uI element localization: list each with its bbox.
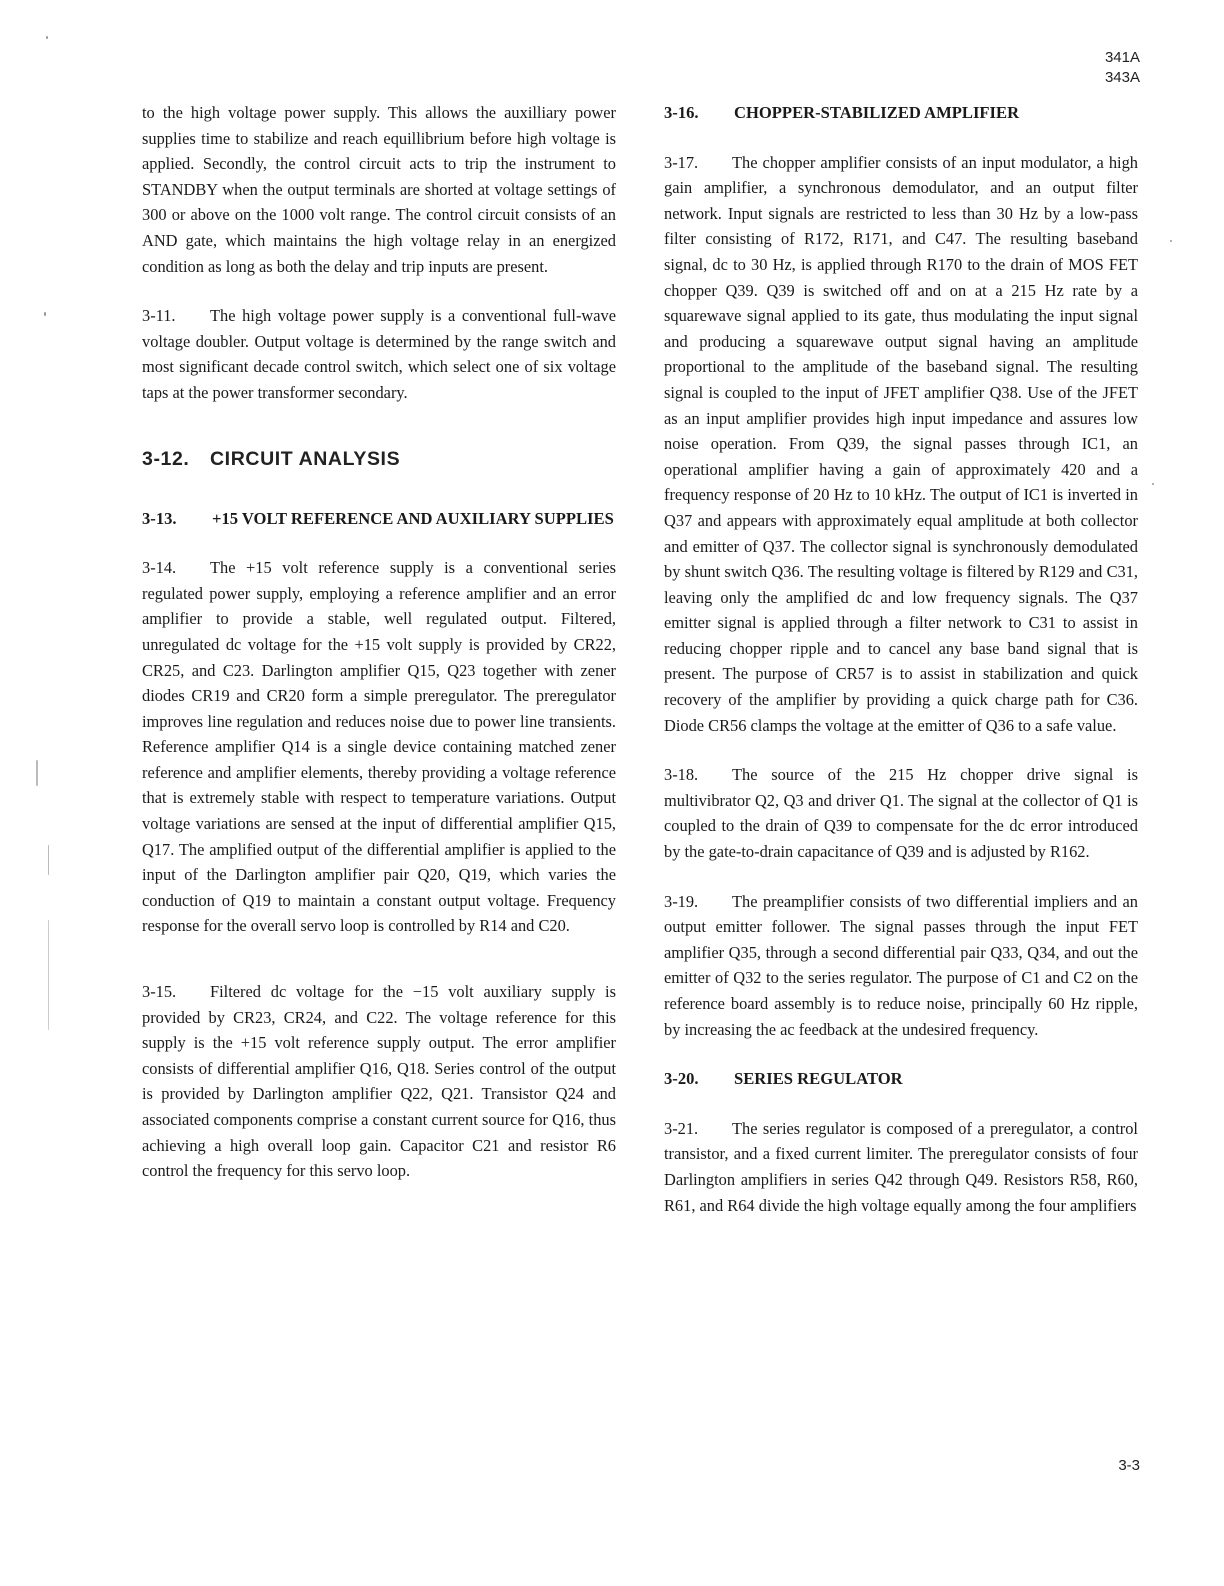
heading-number: 3-13. [142, 508, 177, 528]
scan-speck [48, 920, 49, 1030]
paragraph-3-17 [664, 150, 1138, 739]
scan-speck [1152, 483, 1154, 485]
subsection-heading-3-16 [664, 100, 1138, 126]
heading-title: CIRCUIT ANALYSIS [210, 447, 401, 470]
subsection-heading-3-20 [664, 1066, 1138, 1092]
paragraph-text: The chopper amplifier consists of an input modulator, a high gain amplifier, a synchronous demodulator, and an output filter network. Input signals are restricted to less than 30 Hz by a low-pass filter consisting of R172, R171, and C47. The resulting baseband signal, dc to 30 Hz, is applied through R170 to the drain of MOS FET chopper Q39. Q39 is switched off and on at a 215 Hz rate by a squarewave signal applied to its gate, thus modulating the input signal and producing a squarewave output signal having an amplitude proportional to the amplitude of the baseband signal. The resulting signal is coupled to the input of JFET amplifier Q38. Use of the JFET as an input amplifier provides high input impedance and assures low noise operation. From Q39, the signal passes through IC1, an operational amplifier having a gain of approximately 420 and a frequency response of 20 Hz to 10 kHz. The output of IC1 is inverted in Q37 and appears with approximately equal amplitude at both collector and emitter of Q37. The collector signal is synchronously demodulated by shunt switch Q36. The resulting voltage is filtered by R129 and C31, leaving only the amplified dc and low frequency signals. The Q37 emitter signal is applied through a filter network to C31 to assist in reducing chopper ripple and to cancel any base band signal that is present. The purpose of CR57 is to assist in stabilization and quick recovery of the amplifier by providing a quick charge path for C36. Diode CR56 clamps the voltage at the emitter of Q36 to a safe value. [664, 152, 1138, 735]
paragraph-number: 3-18. [664, 765, 699, 785]
paragraph-text: The +15 volt reference supply is a conventional series regulated power supply, employing a reference amplifier and an error amplifier to provide a stable, well regulated output. Filtered, unregulated dc voltage for the +15 volt supply is provided by CR22, CR25, and C23. Darlington amplifier Q15, Q23 together with zener diodes CR19 and CR20 form a simple preregulator. The preregulator improves line regulation and reduces noise due to power line transients. Reference amplifier Q14 is a single device containing matched zener reference and amplifier elements, thereby providing a voltage reference that is extremely stable with respect to temperature variations. Output voltage variations are sensed at the input of differential amplifier Q15, Q17. The amplified output of the differential amplifier is applied to the input of the Darlington amplifier pair Q20, Q19, which varies the conduction of Q19 to maintain a constant output voltage. Frequency response for the overall servo loop is controlled by R14 and C20. [142, 558, 616, 936]
heading-number: 3-20. [664, 1069, 699, 1089]
model-line-1: 341A [1104, 49, 1140, 66]
paragraph-3-21 [664, 1116, 1138, 1218]
heading-number: 3-16. [664, 103, 699, 122]
paragraph-number: 3-21. [664, 1118, 699, 1138]
scan-speck [1170, 240, 1172, 242]
heading-title: CHOPPER-STABILIZED AMPLIFIER [734, 103, 1020, 122]
scan-speck [44, 312, 46, 316]
model-number-header [1105, 48, 1140, 88]
paragraph-text: The series regulator is composed of a preregulator, a control transistor, and a fixed current limiter. The preregulator consists of four Darlington amplifiers in series Q42 through Q49. Resistors R58, R60, R61, and R64 divide the high voltage equally among the four amplifiers [664, 1118, 1138, 1215]
paragraph-3-11 [142, 303, 616, 405]
heading-title: +15 VOLT REFERENCE AND AUXILIARY SUPPLIES [212, 508, 614, 528]
paragraph-3-15 [142, 979, 616, 1184]
paragraph-text: The source of the 215 Hz chopper drive signal is multivibrator Q2, Q3 and driver Q1. The signal at the collector of Q1 is coupled to the drain of Q39 to compensate for the dc error introduced by the gate-to-drain capacitance of Q39 and is adjusted by R162. [664, 765, 1138, 862]
scan-speck [36, 760, 38, 786]
paragraph-text: The preamplifier consists of two differential impliers and an output emitter follower. The signal passes through the input FET amplifier Q35, through a second differential pair Q33, Q34, and out the emitter of Q32 to the series regulator. The purpose of C1 and C2 on the reference board assembly is to reduce noise, principally 60 Hz ripple, by increasing the ac feedback at the undesired frequency. [664, 891, 1138, 1039]
page-number: 3-3 [1118, 1457, 1140, 1474]
section-heading-3-12 [142, 446, 616, 472]
paragraph-text: Filtered dc voltage for the −15 volt auxiliary supply is provided by CR23, CR24, and C22. The voltage reference for this supply is the +15 volt reference supply output. The error amplifier consists of differential amplifier Q16, Q18. Series control of the output is provided by Darlington amplifier Q22, Q21. Transistor Q24 and associated components comprise a constant current source for Q16, thus achieving a high overall loop gain. Capacitor C21 and resistor R6 control the frequency for this servo loop. [142, 982, 616, 1181]
paragraph-number: 3-19. [664, 891, 699, 911]
paragraph-continuation: to the high voltage power supply. This allows the auxilliary power supplies time to stabilize and reach equillibrium before high voltage is applied. Secondly, the control circuit acts to trip the instrument to STANDBY when the output terminals are shorted at voltage settings of 300 or above on the 1000 volt range. The control circuit consists of an AND gate, which maintains the high voltage relay in an energized condition as long as both the delay and trip inputs are present. [142, 103, 616, 276]
paragraph-text: The high voltage power supply is a conventional full-wave voltage doubler. Output voltage is determined by the range switch and most significant decade control switch, which select one of six voltage taps at the power transformer secondary. [142, 306, 616, 402]
heading-title: SERIES REGULATOR [734, 1069, 903, 1089]
paragraph-number: 3-11. [142, 306, 176, 326]
scan-speck [48, 845, 49, 875]
paragraph-number: 3-14. [142, 558, 177, 578]
paragraph-3-18 [664, 762, 1138, 864]
paragraph-number: 3-15. [142, 982, 177, 1002]
model-line-2: 343A [1104, 69, 1140, 86]
paragraph-number: 3-17. [664, 152, 699, 172]
left-column [142, 100, 616, 1208]
paragraph-3-19 [664, 889, 1138, 1043]
subsection-heading-3-13 [142, 506, 616, 532]
heading-number: 3-12. [142, 447, 190, 470]
right-column [664, 100, 1138, 1242]
scan-speck [46, 36, 48, 39]
paragraph-3-14 [142, 555, 616, 939]
